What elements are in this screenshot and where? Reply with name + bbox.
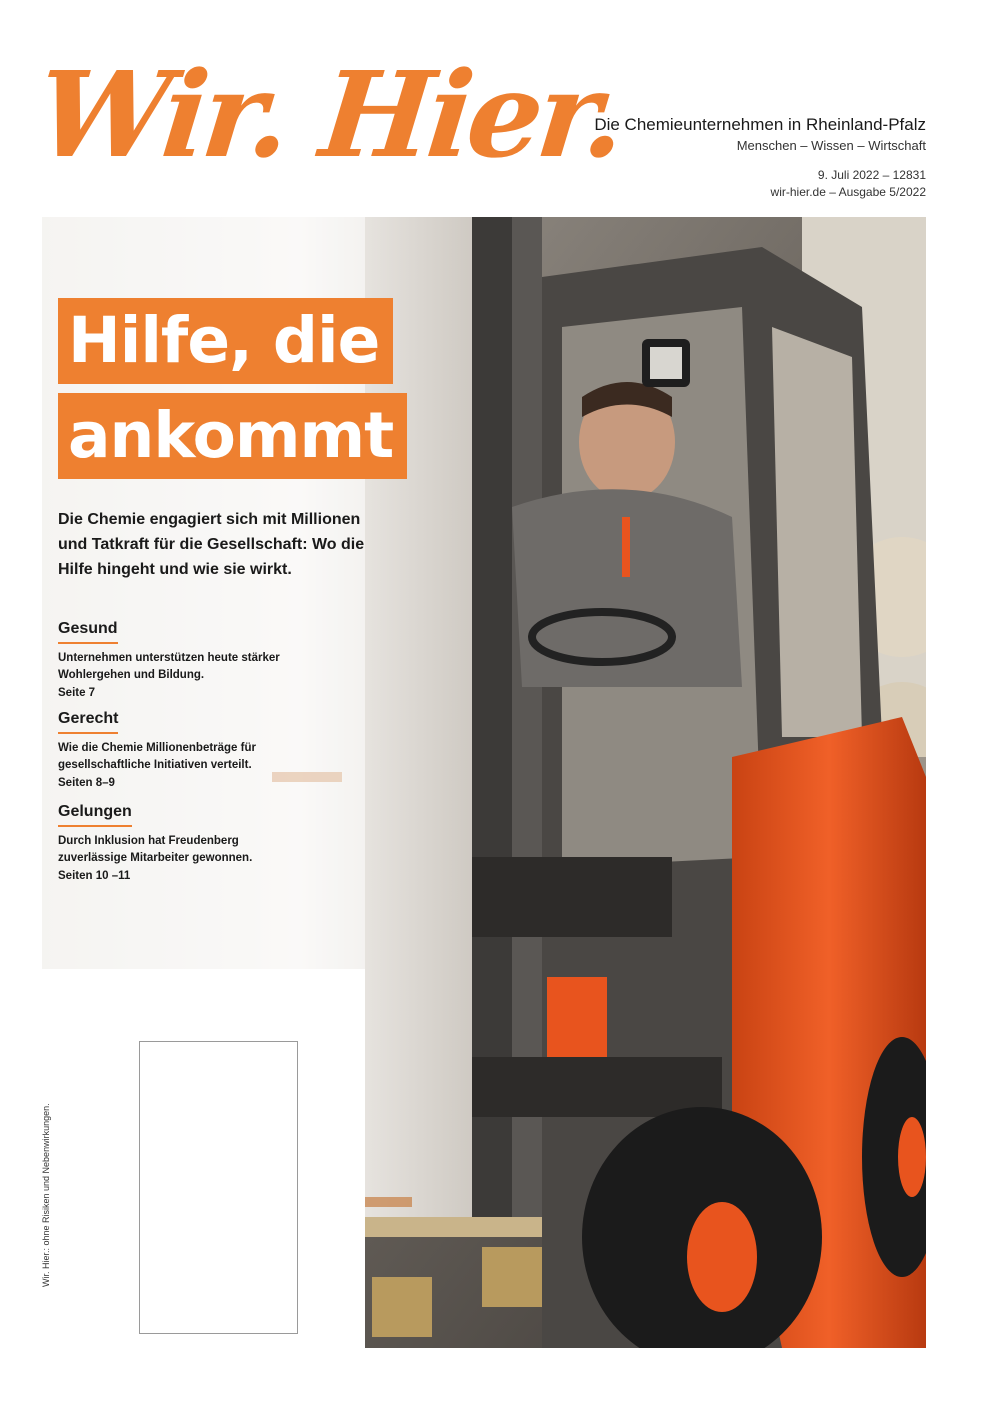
section-gesund[interactable] — [58, 618, 288, 702]
section-page-ref: Seiten 10 –11 — [58, 870, 131, 882]
section-gelungen[interactable] — [58, 801, 288, 885]
section-heading: Gelungen — [58, 801, 132, 827]
masthead-title: Die Chemieunternehmen in Rheinland-Pfalz — [594, 115, 926, 134]
address-label-frame — [139, 1041, 298, 1334]
section-page-ref: Seite 7 — [58, 687, 96, 699]
side-disclaimer: Wir. Hier.: ohne Risiken und Nebenwirkungen. — [41, 1103, 51, 1287]
issue-number: wir-hier.de – Ausgabe 5/2022 — [770, 185, 926, 199]
intro-text: Die Chemie engagiert sich mit Millionen und Tatkraft für die Gesellschaft: Wo die Hilfe hingeht und wie sie wirkt. — [58, 511, 365, 578]
headline-line-1: Hilfe, die — [58, 298, 393, 384]
issue-date: 9. Juli 2022 – 12831 — [817, 168, 926, 182]
logo-wordmark: Wir. Hier. — [30, 45, 628, 184]
masthead-subtitle: Menschen – Wissen – Wirtschaft — [736, 138, 926, 153]
section-gerecht[interactable] — [58, 708, 288, 792]
headline-line-2: ankommt — [58, 393, 407, 479]
section-heading: Gesund — [58, 618, 118, 644]
section-page-ref: Seiten 8–9 — [58, 777, 115, 789]
section-teaser: Durch Inklusion hat Freudenberg zuverlässige Mitarbeiter gewonnen. — [58, 835, 253, 864]
section-teaser: Wie die Chemie Millionenbeträge für gesellschaftliche Initiativen verteilt. — [58, 742, 256, 771]
logo — [30, 45, 628, 190]
section-heading: Gerecht — [58, 708, 118, 734]
section-teaser: Unternehmen unterstützen heute stärker Wohlergehen und Bildung. — [58, 652, 280, 681]
masthead — [426, 114, 926, 201]
